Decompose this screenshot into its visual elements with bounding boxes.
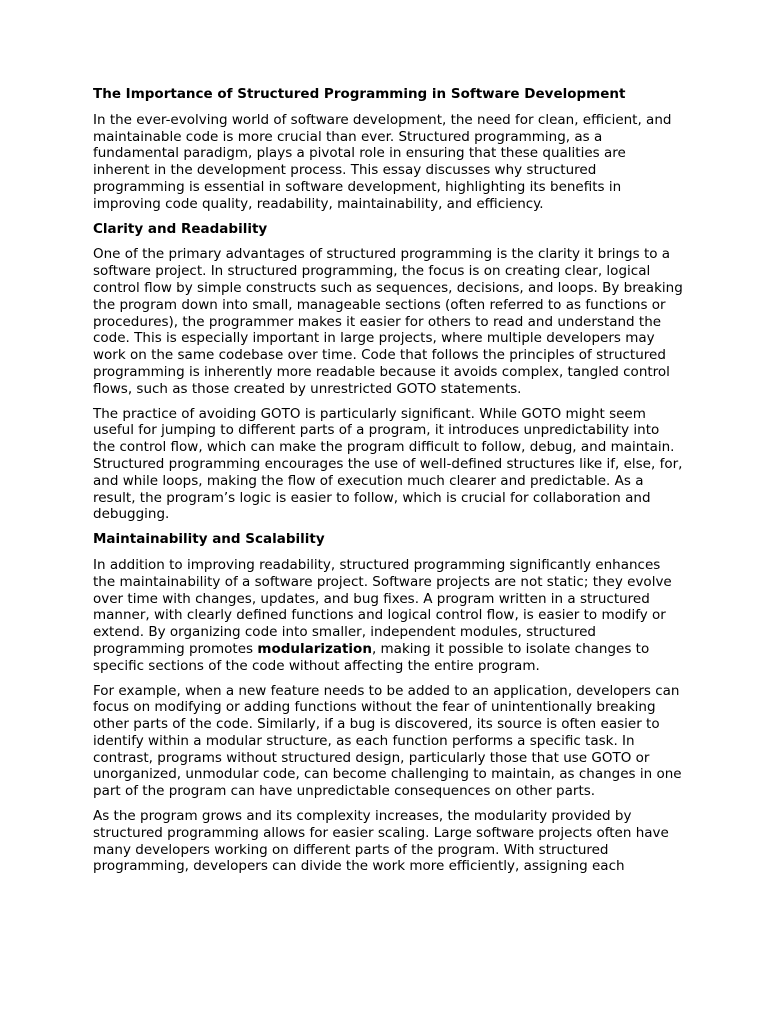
maintainability-paragraph-1 (93, 557, 683, 675)
maintainability-paragraph-2: For example, when a new feature needs to be added to an application, developers can focus on modifying or adding functions without the fear of unintentionally breaking other parts of the code. Similarly, if a bug is discovered, its source is often easier to identify within a modular structure, as each function performs a specific task. In contrast, programs without structured design, particularly those that use GOTO or unorganized, unmodular code, can become challenging to maintain, as changes in one part of the program can have unpredictable consequences on other parts. (93, 682, 682, 800)
clarity-paragraph-2: The practice of avoiding GOTO is particularly significant. While GOTO might seem useful for jumping to different parts of a program, it introduces unpredictability into the control flow, which can make the program difficult to follow, debug, and maintain. Structured programming encourages the use of well-defined structures like if, else, for, and while loops, making the flow of execution much clearer and predictable. As a result, the program’s logic is easier to follow, which is crucial for collaboration and debugging. (93, 405, 683, 523)
document-page (93, 86, 683, 883)
section-heading-clarity: Clarity and Readability (93, 220, 268, 237)
document-title: The Importance of Structured Programming in Software Development (93, 86, 626, 102)
maintainability-text-before: In addition to improving readability, structured programming significantly enhances the maintainability of a software project. Software projects are not static; they evolve over time with changes, updates, and bug fixes. A program written in a structured manner, with clearly defined functions and logical control flow, is easier to modify or extend. By organizing code into smaller, independent modules, structured programming promotes (93, 556, 672, 657)
maintainability-paragraph-3: As the program grows and its complexity increases, the modularity provided by structured programming allows for easier scaling. Large software projects often have many developers working on different parts of the program. With structured programming, developers can divide the work more efficiently, assigning each (93, 808, 669, 875)
modularization-term: modularization (257, 640, 372, 657)
intro-paragraph: In the ever-evolving world of software development, the need for clean, efficient, and maintainable code is more crucial than ever. Structured programming, as a fundamental paradigm, plays a pivotal role in ensuring that these qualities are inherent in the development process. This essay discusses why structured programming is essential in software development, highlighting its benefits in improving code quality, readability, maintainability, and efficiency. (93, 111, 672, 212)
clarity-paragraph-1: One of the primary advantages of structured programming is the clarity it brings to a software project. In structured programming, the focus is on creating clear, logical control flow by simple constructs such as sequences, decisions, and loops. By breaking the program down into small, manageable sections (often referred to as functions or procedures), the programmer makes it easier for others to read and understand the code. This is especially important in large projects, where multiple developers may work on the same codebase over time. Code that follows the principles of structured programming is inherently more readable because it avoids complex, tangled control flows, such as those created by unrestricted GOTO statements. (93, 246, 683, 397)
maintainability-text-after: , making it possible to isolate changes to specific sections of the code without affecting the entire program. (93, 640, 650, 674)
section-heading-maintainability: Maintainability and Scalability (93, 531, 325, 548)
